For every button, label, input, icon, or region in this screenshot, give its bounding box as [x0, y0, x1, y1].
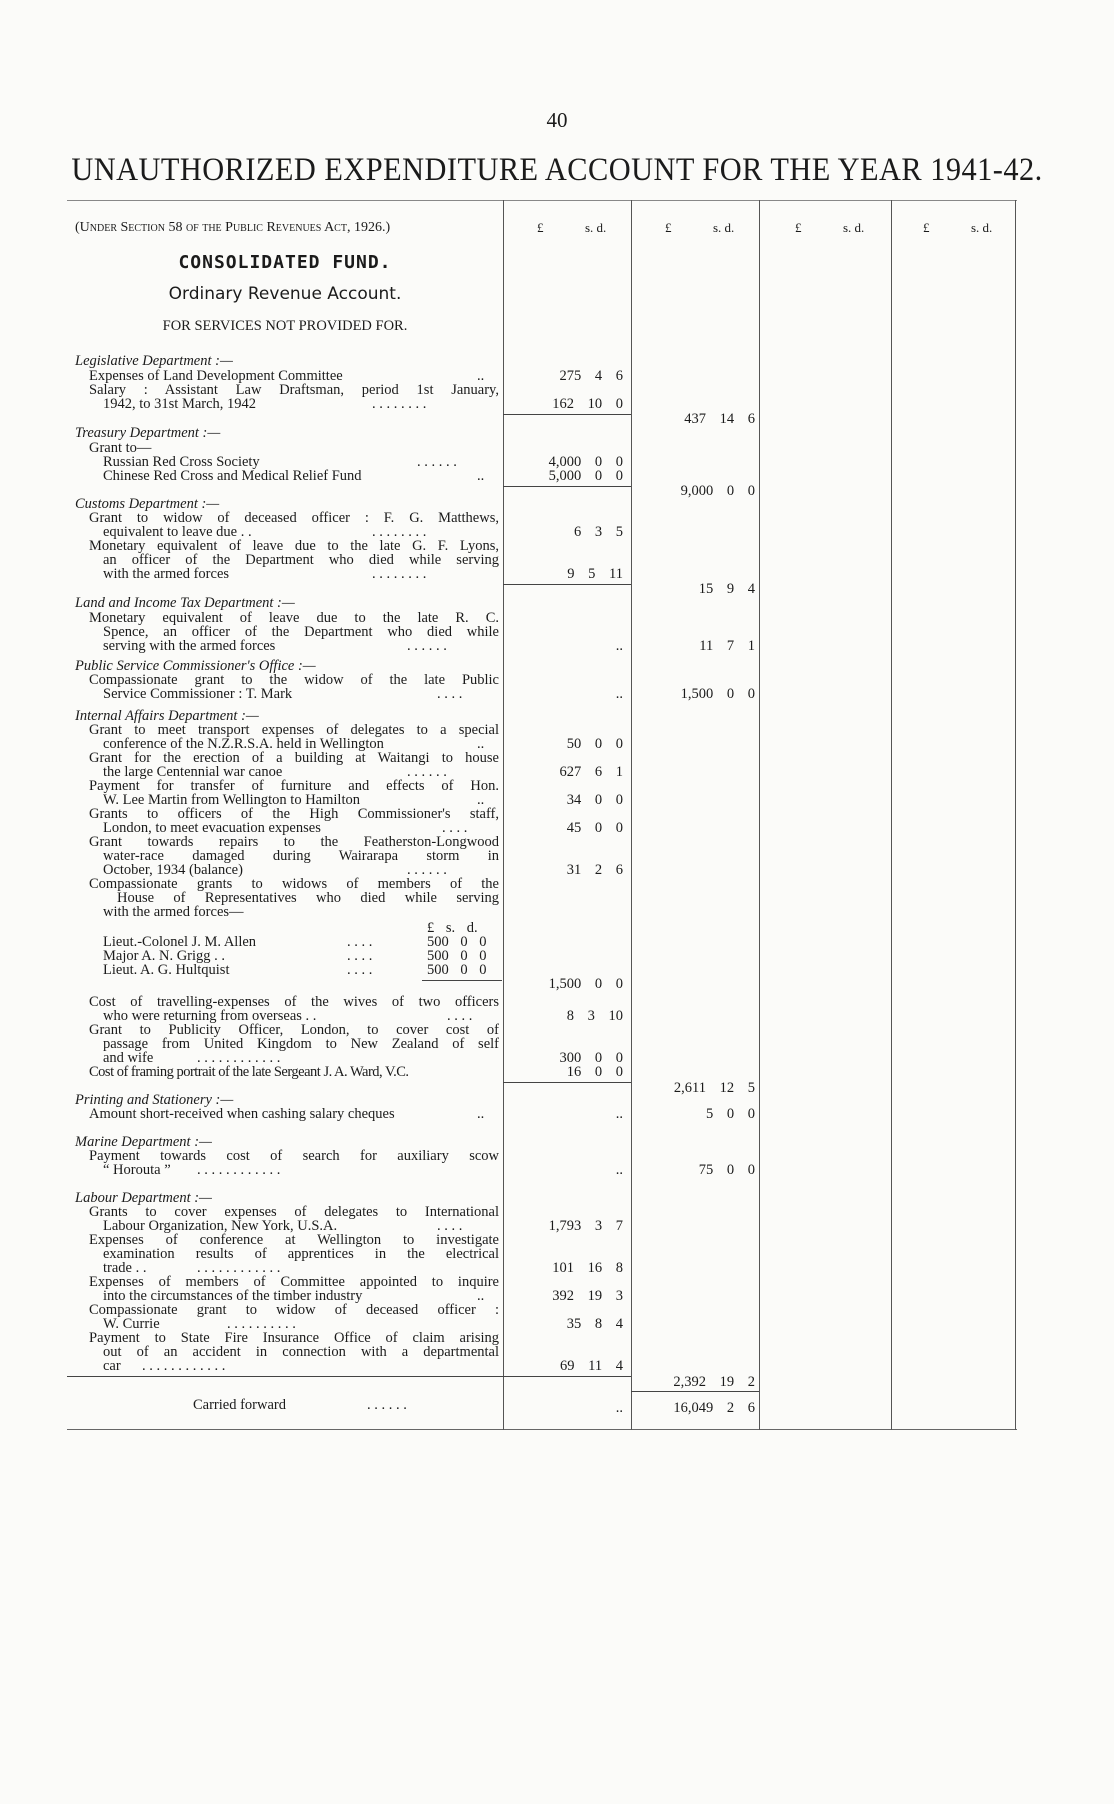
labour-item-5-cont: car — [103, 1358, 121, 1374]
amount: 16 0 0 — [566, 1064, 623, 1080]
land-tax-heading: Land and Income Tax Department :— — [75, 595, 295, 611]
legislative-item-1: Expenses of Land Development Committee — [89, 368, 343, 384]
internal-item-7-cont: who were returning from overseas . . — [103, 1008, 317, 1024]
amount: 45 0 0 — [566, 820, 623, 836]
dots: . . . . . . — [407, 638, 447, 654]
sub-item-1: Lieut.-Colonel J. M. Allen — [103, 934, 257, 950]
amount: 627 6 1 — [559, 764, 623, 780]
amount: .. — [615, 1162, 623, 1178]
land-tax-item-1-cont: serving with the armed forces — [103, 638, 276, 654]
internal-item-3: Payment for transfer of furniture and effects of Hon. — [89, 778, 499, 794]
legislative-item-2: Salary : Assistant Law Draftsman, period 1st January, — [89, 382, 499, 398]
amount: 392 19 3 — [552, 1288, 623, 1304]
dots: .. — [477, 1106, 485, 1122]
labour-item-1: Grants to cover expenses of delegates to International — [89, 1204, 499, 1220]
dots: . . . . . . . . . . — [227, 1316, 296, 1332]
dots: . . . . — [347, 934, 373, 950]
printing-heading: Printing and Stationery :— — [75, 1092, 234, 1108]
section-subheading: FOR SERVICES NOT PROVIDED FOR. — [162, 318, 408, 334]
subtotal: 75 0 0 — [698, 1162, 755, 1178]
labour-item-4-cont: W. Currie — [103, 1316, 160, 1332]
dots: . . . . . . . . — [372, 566, 427, 582]
dots: . . . . — [347, 948, 373, 964]
dots: .. — [477, 792, 485, 808]
sub-amount: 500 0 0 — [427, 948, 487, 964]
sub-item-2: Major A. N. Grigg . . — [103, 948, 226, 964]
amount: 9 5 11 — [567, 566, 623, 582]
internal-item-5-cont: water-race damaged during Wairarapa storm in — [103, 848, 499, 864]
labour-item-4: Compassionate grant to widow of deceased officer : — [89, 1302, 499, 1318]
marine-heading: Marine Department :— — [75, 1134, 212, 1150]
amount: 1,793 3 7 — [548, 1218, 623, 1234]
amount: 8 3 10 — [566, 1008, 623, 1024]
dots: . . . . . . . . . . . . — [142, 1358, 226, 1374]
dots: .. — [477, 468, 485, 484]
internal-heading: Internal Affairs Department :— — [75, 708, 259, 724]
amount: 1,500 0 0 — [548, 976, 623, 992]
subtotal: 11 7 1 — [699, 638, 755, 654]
customs-item-1-cont: equivalent to leave due . . — [103, 524, 252, 540]
sub-amount: 500 0 0 — [427, 962, 487, 978]
internal-item-2-cont: the large Centennial war canoe — [103, 764, 283, 780]
internal-item-1-cont: conference of the N.Z.R.S.A. held in Wellington — [103, 736, 384, 752]
account-table: (Under Section 58 of the Public Revenues Act, 1926.) £ s. d. £ s. d. £ s. d. £ s. d. CONSOLIDATED FUND. Ordinary Revenue Account. FOR SERVICES NOT PROVIDED FOR. Legislative Department :— Expenses of Land Development Committee .. Salary : Assistant Law Draftsman, period 1st January, 1942, to 31st March, 1942 . . . . . . . . 275 4 6 162 10 0 437 14 6 Treasury Department :— Grant to— Russian Red Cross Society . . . . . . Chinese Red Cross and Medical Relief Fund .. 4,000 0 0 5,000 0 0 9,000 0 0 Customs Department :— Grant to widow of deceased officer : F. G. Matthews, equivalent to leave due . . . . . . . . . . Monetary equivalent of leave due to the late G. F. Lyons, an officer of the Department who died while serving with the armed forces . . . . . . . . 6 3 5 9 5 11 15 9 4 Land and Income Tax Department :— Monetary equivalent of leave due to the late R. C. Spence, an officer of the Department who died while serving with the armed forces . . . . . . .. 11 7 1 Public Service Commissioner's Office :— Compassionate grant to the widow of the late Public Service Commissioner : T. Mark . . . . .. 1,500 0 0 Internal Affairs Department :— Grant to meet transport expenses of delegates to a special conference of the N.Z.R.S.A. held in Wellington .. Grant for the erection of a building at Waitangi to house the large Centennial war canoe . . . . . . Payment for transfer of furniture and effects of Hon. W. Lee Martin from Wellington to Hamilton .. Grants to officers of the High Commissioner's staff, London, to meet evacuation expenses . . . . Grant towards repairs to the Featherston-Longwood water-race damaged during Wairarapa storm in October, 1934 (balance) . . . . . . Compassionate grants to widows of members of the House of Representatives who died while serving with the armed forces— £ s. d. Lieut.-Colonel J. M. Allen . . . . 500 0 0 Major A. N. Grigg . . . . . . 500 0 0 Lieut. A. G. Hultquist . . . . 500 0 0 Cost of travelling-expenses of the wives of two officers who were returning from overseas . . . . . . Grant to Publicity Officer, London, to cover cost of passage from United Kingdom to New Zealand of self and wife . . . . . . . . . . . . Cost of framing portrait of the late Sergeant J. A. Ward, V.C. 50 0 0 627 6 1 34 0 0 45 0 0 31 2 6 1,500 0 0 8 3 10 300 0 0 16 0 0 2,611 12 5 Printing and Stationery :— Amount short-received when cashing salary cheques .. .. 5 0 0 Marine Department :— Payment towards cost of search for auxiliary scow “ Horouta ” . . . . . . . . . . . . .. 75 0 0 Labour Department :— Grants to cover expenses of delegates to International Labour Organization, New York, U.S.A. . . . . Expenses of conference at Wellington to investigate examination results of apprentices in the electrical trade . . . . . . . . . . . . . . Expenses of members of Committee appointed to inquire into the circumstances of the timber industry .. Compassionate grant to widow of deceased officer : W. Currie . . . . . . . . . . Payment to State Fire Insurance Office of claim arising out of an accident in connection with a departmental car . . . . . . . . . . . . 1,793 3 7 101 16 8 392 19 3 35 8 4 69 11 4 2,392 19 2 Carried forward . . . . . . .. 16,049 2 6 — [67, 200, 1017, 1430]
land-tax-item-1-cont: Spence, an officer of the Department who died while — [103, 624, 499, 640]
subtotal: 9,000 0 0 — [680, 483, 755, 499]
dots: . . . . . . — [367, 1397, 407, 1413]
treasury-grant: Grant to— — [89, 440, 152, 456]
authority-note: (Under Section 58 of the Public Revenues Act, 1926.) — [75, 220, 391, 235]
internal-item-9: Cost of framing portrait of the late Sergeant J. A. Ward, V.C. — [89, 1064, 409, 1080]
subtotal: 1,500 0 0 — [680, 686, 755, 702]
labour-item-2: Expenses of conference at Wellington to investigate — [89, 1232, 499, 1248]
dots: . . . . . . — [407, 764, 447, 780]
legislative-item-2-cont: 1942, to 31st March, 1942 — [103, 396, 257, 412]
labour-heading: Labour Department :— — [75, 1190, 212, 1206]
amount: .. — [615, 1400, 623, 1416]
amount: 4,000 0 0 — [548, 454, 623, 470]
carried-forward-total: 16,049 2 6 — [673, 1400, 755, 1416]
internal-item-6-cont: with the armed forces— — [103, 904, 244, 920]
dots: . . . . . . . . — [372, 396, 427, 412]
amount: 162 10 0 — [552, 396, 623, 412]
customs-item-2: Monetary equivalent of leave due to the late G. F. Lyons, — [89, 538, 499, 554]
subtotal: 15 9 4 — [698, 581, 755, 597]
amount: .. — [615, 638, 623, 654]
amount: 101 16 8 — [552, 1260, 623, 1276]
dots: .. — [477, 736, 485, 752]
internal-item-4: Grants to officers of the High Commissioner's staff, — [89, 806, 499, 822]
subtotal: 437 14 6 — [684, 411, 755, 427]
dots: . . . . — [437, 686, 463, 702]
psc-item-1-cont: Service Commissioner : T. Mark — [103, 686, 293, 702]
dots: . . . . . . . . . . . . — [197, 1260, 281, 1276]
dots: . . . . . . . . — [372, 524, 427, 540]
internal-item-2: Grant for the erection of a building at Waitangi to house — [89, 750, 499, 766]
dots: . . . . — [447, 1008, 473, 1024]
page-title: UNAUTHORIZED EXPENDITURE ACCOUNT FOR THE YEAR 1941-42. — [71, 152, 1043, 188]
internal-item-8-cont: and wife — [103, 1050, 154, 1066]
internal-item-8-cont: passage from United Kingdom to New Zealand of self — [103, 1036, 499, 1052]
amount: 35 8 4 — [566, 1316, 623, 1332]
page-number: 40 — [546, 108, 568, 132]
dots: . . . . . . . . . . . . — [197, 1162, 281, 1178]
internal-item-3-cont: W. Lee Martin from Wellington to Hamilton — [103, 792, 360, 808]
internal-item-7: Cost of travelling-expenses of the wives of two officers — [89, 994, 499, 1010]
psc-heading: Public Service Commissioner's Office :— — [75, 658, 316, 674]
amount: 50 0 0 — [566, 736, 623, 752]
sub-amount: 500 0 0 — [427, 934, 487, 950]
internal-item-6: Compassionate grants to widows of members of the — [89, 876, 499, 892]
subtotal: 2,392 19 2 — [673, 1374, 755, 1390]
amount: .. — [615, 686, 623, 702]
amount: 69 11 4 — [560, 1358, 623, 1374]
amount: 300 0 0 — [559, 1050, 623, 1066]
customs-item-1: Grant to widow of deceased officer : F. G. Matthews, — [89, 510, 499, 526]
sub-item-3: Lieut. A. G. Hultquist — [103, 962, 230, 978]
labour-item-5: Payment to State Fire Insurance Office of claim arising — [89, 1330, 499, 1346]
amount: 5,000 0 0 — [548, 468, 623, 484]
dots: . . . . — [347, 962, 373, 978]
printing-item-1: Amount short-received when cashing salary cheques — [89, 1106, 395, 1122]
marine-item-1-cont: “ Horouta ” — [103, 1162, 171, 1178]
amount: 6 3 5 — [574, 524, 623, 540]
dots: .. — [477, 368, 485, 384]
amount: 31 2 6 — [566, 862, 623, 878]
labour-item-1-cont: Labour Organization, New York, U.S.A. — [103, 1218, 338, 1234]
psc-item-1: Compassionate grant to the widow of the late Public — [89, 672, 499, 688]
amount: .. — [615, 1106, 623, 1122]
internal-item-4-cont: London, to meet evacuation expenses — [103, 820, 321, 836]
treasury-heading: Treasury Department :— — [75, 425, 221, 441]
labour-item-2-cont: trade . . — [103, 1260, 147, 1276]
customs-item-2-cont: an officer of the Department who died while serving — [103, 552, 499, 568]
labour-item-2-cont: examination results of apprentices in the electrical — [103, 1246, 499, 1262]
treasury-item-2: Chinese Red Cross and Medical Relief Fund — [103, 468, 362, 484]
internal-item-6-cont: House of Representatives who died while serving — [117, 890, 499, 906]
internal-item-5-cont: October, 1934 (balance) — [103, 862, 243, 878]
dots: . . . . — [437, 1218, 463, 1234]
land-tax-item-1: Monetary equivalent of leave due to the late R. C. — [89, 610, 499, 626]
treasury-item-1: Russian Red Cross Society — [103, 454, 260, 470]
customs-heading: Customs Department :— — [75, 496, 220, 512]
dots: .. — [477, 1288, 485, 1304]
marine-item-1: Payment towards cost of search for auxiliary scow — [89, 1148, 499, 1164]
labour-item-5-cont: out of an accident in connection with a departmental — [103, 1344, 499, 1360]
labour-item-3: Expenses of members of Committee appointed to inquire — [89, 1274, 499, 1290]
amount: 34 0 0 — [566, 792, 623, 808]
carried-forward-label: Carried forward — [193, 1397, 286, 1413]
internal-item-1: Grant to meet transport expenses of delegates to a special — [89, 722, 499, 738]
subtotal: 2,611 12 5 — [673, 1080, 755, 1096]
dots: . . . . . . — [407, 862, 447, 878]
customs-item-2-cont: with the armed forces — [103, 566, 230, 582]
fund-heading: CONSOLIDATED FUND. — [178, 252, 392, 273]
dots: . . . . . . — [417, 454, 457, 470]
legislative-heading: Legislative Department :— — [75, 353, 233, 369]
sub-column-header: £ s. d. — [427, 920, 478, 936]
subtotal: 5 0 0 — [706, 1106, 755, 1122]
internal-item-5: Grant towards repairs to the Featherston-Longwood — [89, 834, 499, 850]
dots: . . . . . . . . . . . . — [197, 1050, 281, 1066]
dots: . . . . — [442, 820, 468, 836]
internal-item-8: Grant to Publicity Officer, London, to cover cost of — [89, 1022, 499, 1038]
account-heading: Ordinary Revenue Account. — [168, 284, 402, 304]
amount: 275 4 6 — [559, 368, 623, 384]
labour-item-3-cont: into the circumstances of the timber industry — [103, 1288, 363, 1304]
